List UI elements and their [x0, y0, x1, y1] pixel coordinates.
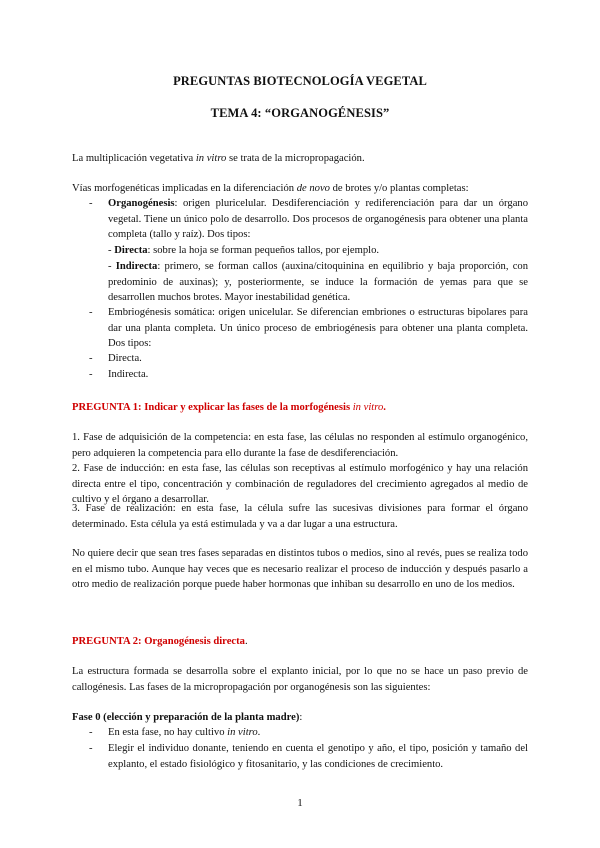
text-run: de brotes y/o plantas completas: [329, 183, 469, 194]
text-run: - [108, 261, 116, 272]
bold-term: Indirecta [115, 261, 158, 272]
list-bullet: - [89, 743, 93, 754]
text-run: : origen pluricelular. Desdiferenciación y rediferenciación para dar un órgano vegetal. Tiene un único polo de desarrollo. Dos procesos de organogénesis para obtener una planta completa (tallo y raíz). Dos tipos: [108, 198, 528, 241]
text-run: PREGUNTA 2: Organogénesis directa [72, 636, 245, 647]
fase-0-item-1 [108, 725, 528, 741]
list-bullet: - [89, 353, 93, 364]
text-run: : [299, 712, 303, 723]
text-run: PREGUNTA 1: Indicar y explicar las fases de la morfogénesis [72, 402, 353, 413]
text-run: . [244, 636, 248, 647]
question-2-paragraph: La estructura formada se desarrolla sobre el explanto inicial, por lo que no se hace un paso previo de callogénesis. Las fases de la micropropagación por organogénesis son las siguientes: [72, 666, 528, 693]
phase-1-paragraph: 1. Fase de adquisición de la competencia: en esta fase, las células no responden al estímulo organogénico, pero adquieren la competencia para ello durante la fase de desdiferenciación. [72, 432, 528, 459]
italic-text: in vitro [352, 402, 384, 413]
text-run: : primero, se forman callos (auxina/citoquinina en equilibrio y baja proporción, con predominio de auxinas); y, posteriormente, se induce la formación de yemas para que se desarrollen muchos brotes. Mayor inestabilidad genética. [108, 261, 528, 304]
list-item-organogenesis [108, 196, 528, 243]
text-run: se trata de la micropropagación. [226, 153, 365, 164]
question-2-heading [72, 634, 528, 650]
text-run: : sobre la hoja se forman pequeños tallos, por ejemplo. [147, 245, 380, 256]
list-item-embriogenesis: Embriogénesis somática: origen unicelular. Se diferencian embriones o estructuras bipolares para dar una planta completa. Un único proceso de embriogénesis para obtener una planta completa. Dos tipos: [108, 307, 528, 350]
intro-paragraph-1 [72, 151, 528, 167]
note-paragraph: No quiere decir que sean tres fases separadas en distintos tubos o medios, sino al revés, pues se realiza todo en el mismo tubo. Aunque hay veces que es necesario realizar el proceso de inducción y después pasarlo a otro medio de realización porque puede haber hormonas que inhiban su desarrollo en uno de los medios. [72, 548, 528, 591]
text-run: - [108, 245, 115, 256]
list-bullet: - [89, 369, 93, 380]
intro-paragraph-2 [72, 181, 528, 197]
italic-text: in vitro [195, 153, 227, 164]
sub-item-directa [108, 243, 528, 259]
text-run: . [257, 727, 261, 738]
fase-0-item-2: Elegir el individuo donante, teniendo en cuenta el genotipo y año, el tipo, posición y tamaño del explanto, el estado fisiológico y fitosanitario, y las condiciones de crecimiento. [108, 743, 528, 770]
document-title: PREGUNTAS BIOTECNOLOGÍA VEGETAL [173, 74, 427, 88]
text-run: La multiplicación vegetativa [72, 153, 196, 164]
bold-term: Directa [114, 245, 148, 256]
list-bullet: - [89, 727, 93, 738]
list-bullet: - [89, 307, 93, 318]
bold-term: Organogénesis [108, 198, 175, 209]
italic-text: in vitro [227, 727, 258, 738]
text-run: Vías morfogenéticas implicadas en la diferenciación [72, 183, 297, 194]
sub-item-indirecta [108, 259, 528, 306]
list-item-directa: Directa. [108, 353, 142, 364]
page-number: 1 [297, 797, 303, 809]
document-subtitle: TEMA 4: “ORGANOGÉNESIS” [210, 106, 390, 120]
bold-term: Fase 0 (elección y preparación de la planta madre) [72, 712, 300, 723]
italic-text: de novo [296, 183, 330, 194]
question-1-heading [72, 400, 528, 416]
list-item-indirecta: Indirecta. [108, 369, 149, 380]
fase-0-heading [72, 710, 528, 726]
phase-2-paragraph: 2. Fase de inducción: en esta fase, las células son receptivas al estímulo morfogénico y hay una relación directa entre el tipo, concentración y combinación de reguladores del crecimiento agregados al medio de cultivo y el órgano a desarrollar. [72, 463, 528, 506]
list-bullet: - [89, 198, 93, 209]
text-run: En esta fase, no hay cultivo [108, 727, 228, 738]
text-run: . [383, 402, 386, 413]
phase-3-paragraph: 3. Fase de realización: en esta fase, la célula sufre las sucesivas divisiones para formar el órgano determinado. Esta célula ya está estimulada y va a dar lugar a una estructura. [72, 503, 528, 530]
